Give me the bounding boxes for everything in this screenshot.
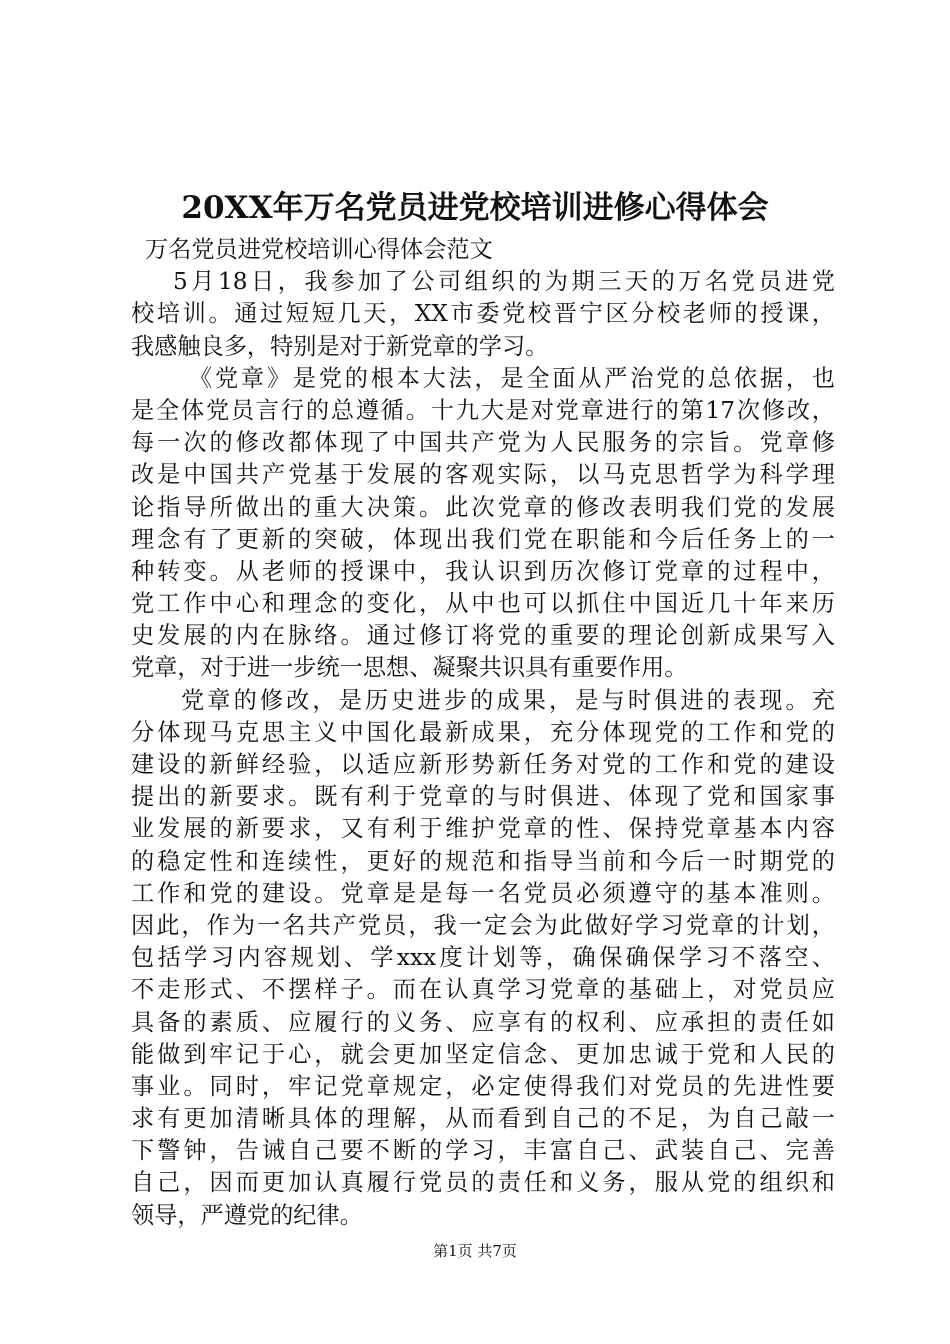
paragraph-line: 自己，因而更加认真履行党员的责任和义务，服从党的组织和 <box>131 1169 835 1197</box>
paragraph-line: 建设的新鲜经验，以适应新形势新任务对党的工作和党的建设 <box>131 751 835 778</box>
paragraph-line: 每一次的修改都体现了中国共产党为人民服务的宗旨。党章修 <box>131 429 835 457</box>
paragraph-line: 领导，严遵党的纪律。 <box>131 1201 363 1229</box>
paragraph-line: 5月18日，我参加了公司组织的为期三天的万名党员进党 <box>173 268 835 296</box>
paragraph-line: 党章的修改，是历史进步的成果，是与时俱进的表现。充 <box>181 686 835 714</box>
paragraph-line: 工作和党的建设。党章是是每一名党员必须遵守的基本准则。 <box>131 879 835 907</box>
paragraph-line: 包括学习内容规划、学xxx度计划等，确保确保学习不落空、 <box>131 944 835 972</box>
paragraph-1 <box>131 266 835 363</box>
document-title: 20XX年万名党员进党校培训进修心得体会 <box>181 190 769 226</box>
paragraph-3 <box>131 685 835 1232</box>
paragraph-2 <box>131 363 835 685</box>
paragraph-line: 我感触良多，特别是对于新党章的学习。 <box>131 332 549 360</box>
paragraph-line: 能做到牢记于心，就会更加坚定信念、更加忠诚于党和人民的 <box>131 1040 835 1068</box>
paragraph-line: 因此，作为一名共产党员，我一定会为此做好学习党章的计划， <box>131 911 835 939</box>
paragraph-line: 史发展的内在脉络。通过修订将党的重要的理论创新成果写入 <box>131 622 835 650</box>
paragraph-line: 分体现马克思主义中国化最新成果，充分体现党的工作和党的 <box>131 718 835 746</box>
paragraph-line: 校培训。通过短短几天，XX市委党校晋宁区分校老师的授课， <box>131 300 835 328</box>
paragraph-line: 业发展的新要求，又有利于维护党章的性、保持党章基本内容 <box>131 815 835 843</box>
paragraph-line: 理念有了更新的突破，体现出我们党在职能和今后任务上的一 <box>131 525 835 553</box>
paragraph-line: 下警钟，告诫自己要不断的学习，丰富自己、武装自己、完善 <box>131 1137 835 1165</box>
paragraph-line: 是全体党员言行的总遵循。十九大是对党章进行的第17次修改， <box>131 396 835 424</box>
document-body <box>131 234 835 1232</box>
paragraph-line: 的稳定性和连续性，更好的规范和指导当前和今后一时期党的 <box>131 847 835 875</box>
paragraph-line: 《党章》是党的根本大法，是全面从严治党的总依据，也 <box>189 364 835 392</box>
paragraph-line: 具备的素质、应履行的义务、应享有的权利、应承担的责任如 <box>131 1008 835 1036</box>
paragraph-line: 改是中国共产党基于发展的客观实际，以马克思哲学为科学理 <box>131 461 835 489</box>
paragraph-line: 事业。同时，牢记党章规定，必定使得我们对党员的先进性要 <box>131 1072 835 1100</box>
page-number-footer: 第1页 共7页 <box>433 1242 517 1260</box>
paragraph-line: 求有更加清晰具体的理解，从而看到自己的不足，为自己敲一 <box>131 1105 835 1133</box>
paragraph-line: 论指导所做出的重大决策。此次党章的修改表明我们党的发展 <box>131 493 835 521</box>
paragraph-line: 不走形式、不摆样子。而在认真学习党章的基础上，对党员应 <box>131 976 835 1004</box>
document-subtitle: 万名党员进党校培训心得体会范文 <box>145 236 493 263</box>
paragraph-line: 党章，对于进一步统一思想、凝聚共识具有重要作用。 <box>131 654 688 682</box>
paragraph-line: 党工作中心和理念的变化，从中也可以抓住中国近几十年来历 <box>131 590 835 618</box>
paragraph-line: 种转变。从老师的授课中，我认识到历次修订党章的过程中， <box>131 557 835 585</box>
paragraph-line: 提出的新要求。既有利于党章的与时俱进、体现了党和国家事 <box>131 783 835 811</box>
